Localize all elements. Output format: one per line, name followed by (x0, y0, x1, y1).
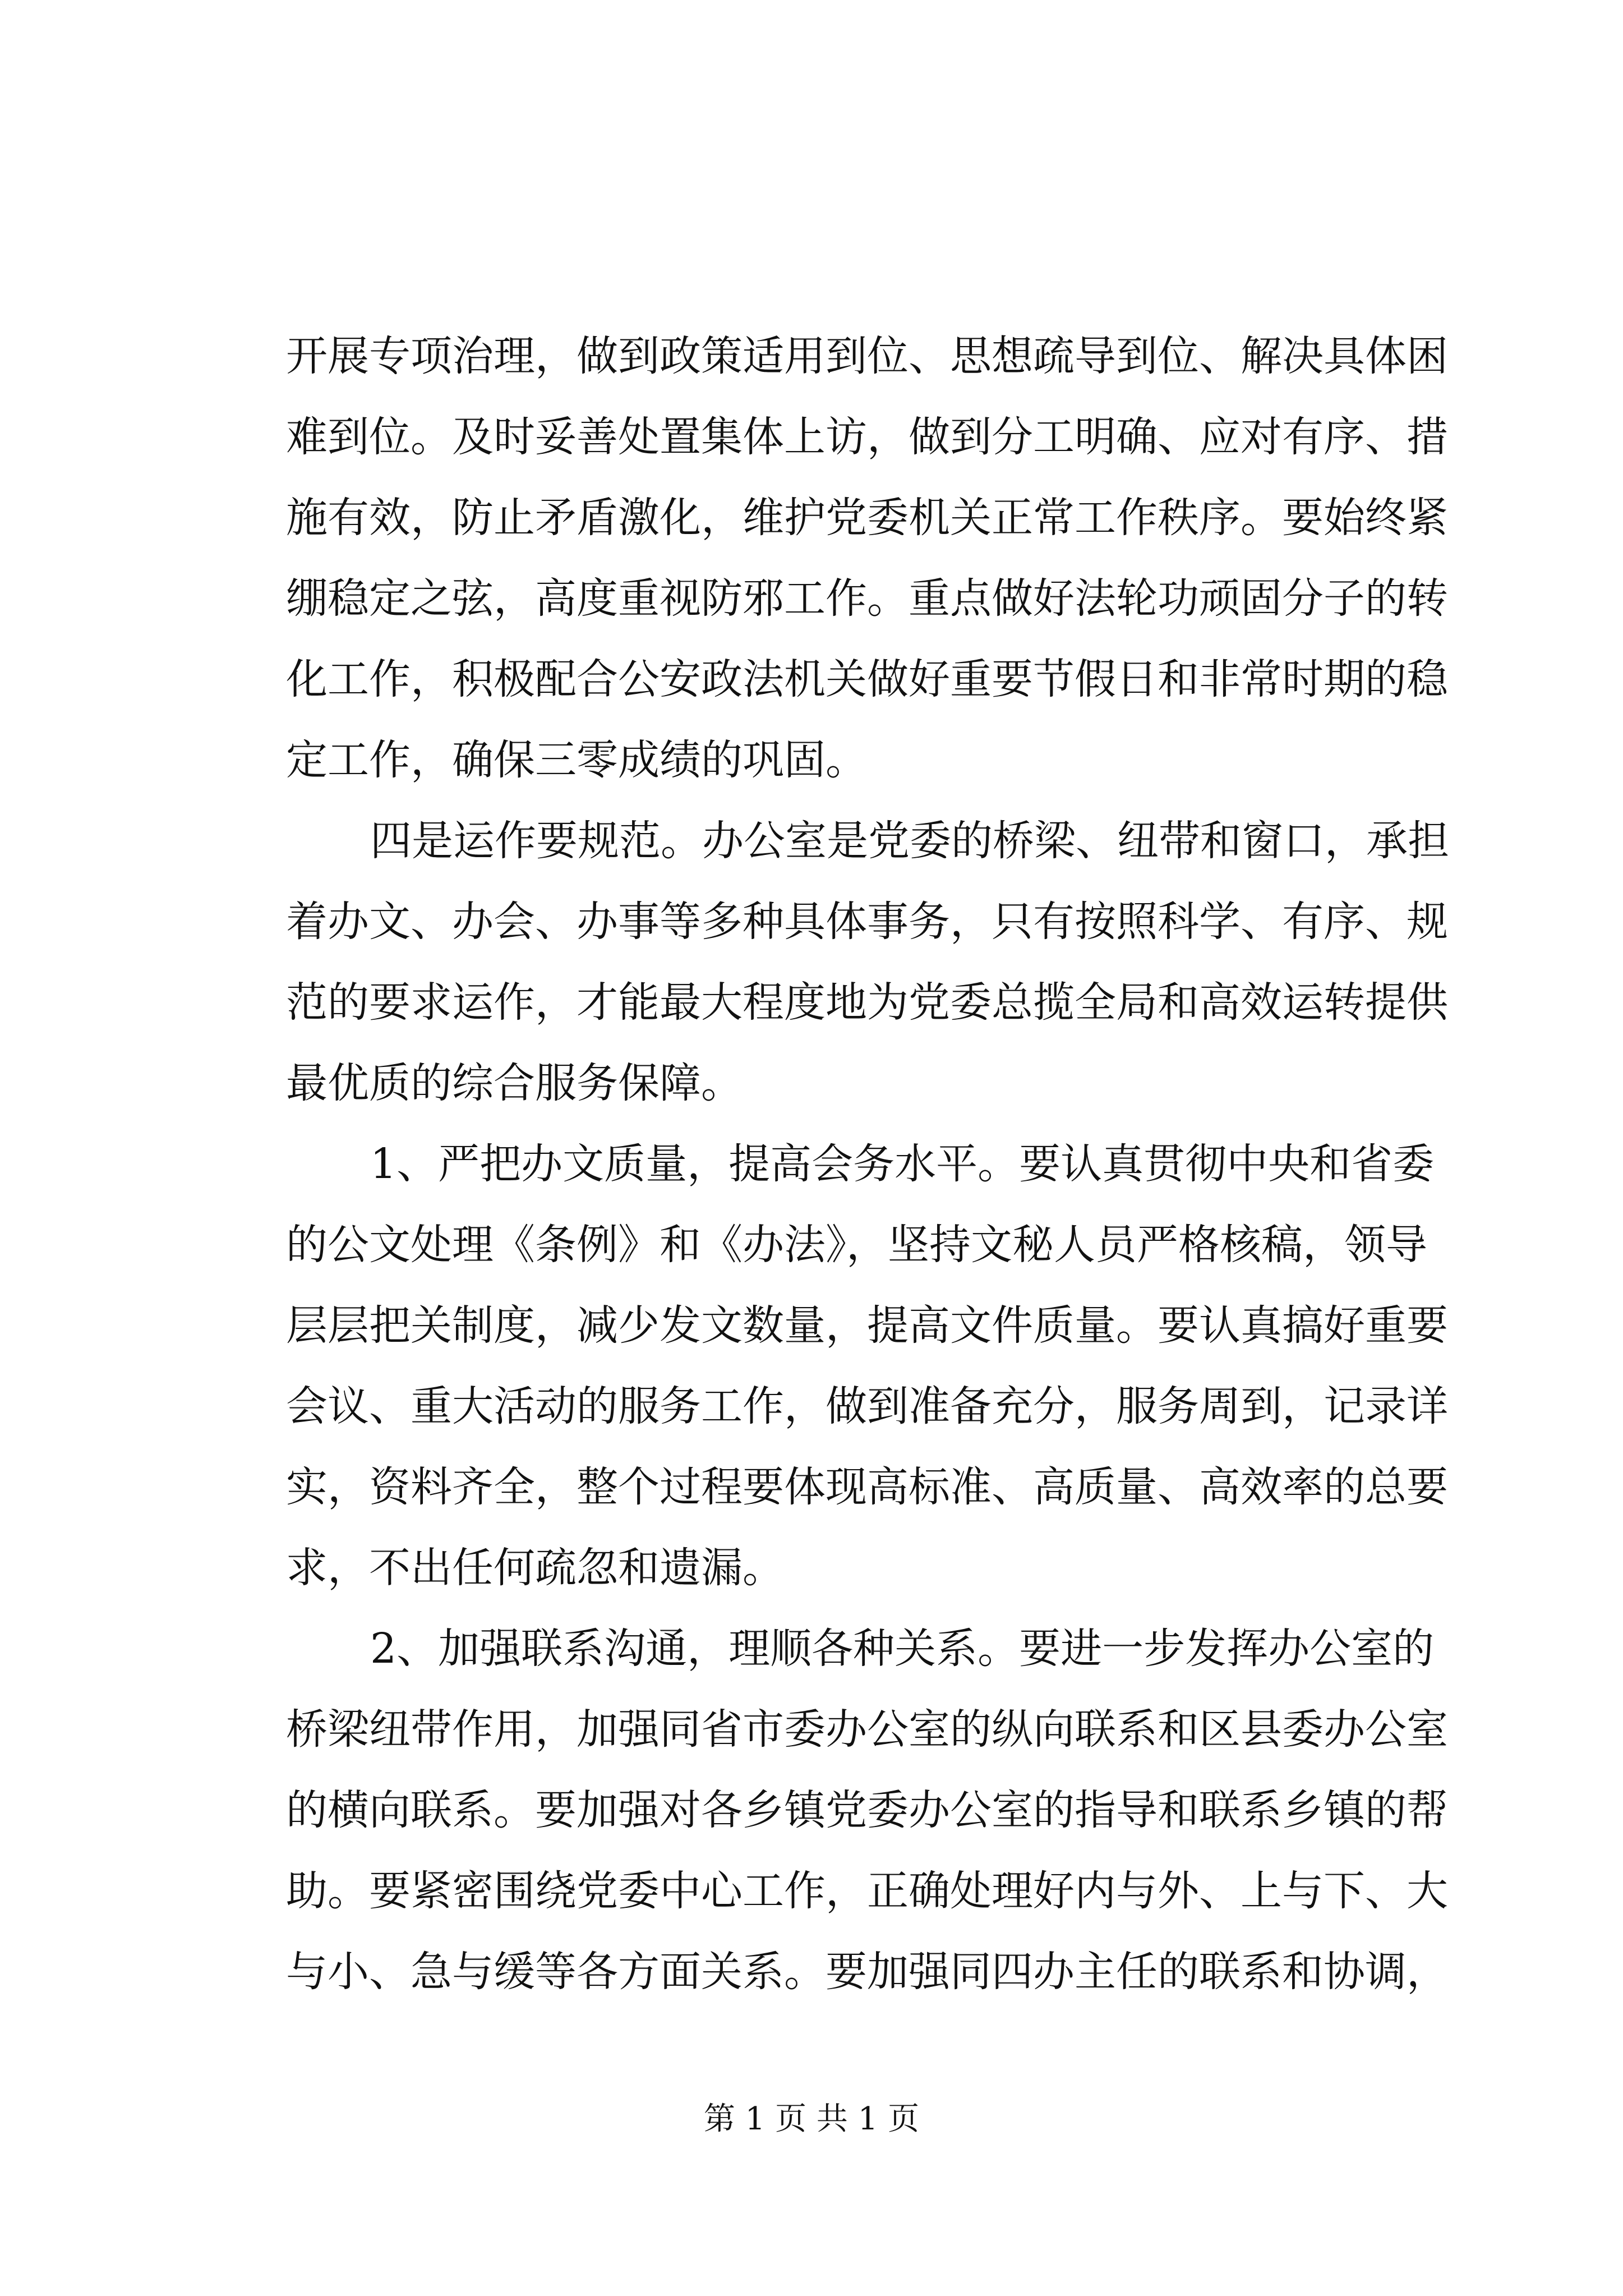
text-line: 定工作，确保三零成绩的巩固。 (286, 736, 867, 784)
text-line: 范的要求运作，才能最大程度地为党委总揽全局和高效运转提供 (286, 978, 1448, 1027)
text-line: 层层把关制度，减少发文数量，提高文件质量。要认真搞好重要 (286, 1301, 1448, 1350)
paragraph-first-line: 1、严把办文质量，提高会务水平。要认真贯彻中央和省委 (370, 1140, 1435, 1188)
text-line: 桥梁纽带作用，加强同省市委办公室的纵向联系和区县委办公室 (286, 1705, 1448, 1754)
text-line: 施有效，防止矛盾激化，维护党委机关正常工作秩序。要始终紧 (286, 494, 1448, 542)
text-line: 助。要紧密围绕党委中心工作，正确处理好内与外、上与下、大 (286, 1867, 1448, 1915)
text-line: 会议、重大活动的服务工作，做到准备充分，服务周到，记录详 (286, 1382, 1448, 1430)
text-line: 最优质的综合服务保障。 (286, 1059, 743, 1107)
text-line: 的横向联系。要加强对各乡镇党委办公室的指导和联系乡镇的帮 (286, 1786, 1448, 1834)
text-line: 绷稳定之弦，高度重视防邪工作。重点做好法轮功顽固分子的转 (286, 574, 1448, 623)
text-line: 的公文处理《条例》和《办法》，坚持文秘人员严格核稿，领导 (286, 1221, 1427, 1269)
text-line: 与小、急与缓等各方面关系。要加强同四办主任的联系和协调， (286, 1948, 1448, 1996)
paragraph-first-line: 四是运作要规范。办公室是党委的桥梁、纽带和窗口，承担 (370, 817, 1449, 865)
text-line: 难到位。及时妥善处置集体上访，做到分工明确、应对有序、措 (286, 413, 1448, 461)
paragraph-first-line: 2、加强联系沟通，理顺各种关系。要进一步发挥办公室的 (370, 1625, 1435, 1673)
page-number-footer: 第 1 页 共 1 页 (703, 2101, 920, 2137)
text-line: 开展专项治理，做到政策适用到位、思想疏导到位、解决具体困 (286, 332, 1448, 380)
text-line: 着办文、办会、办事等多种具体事务，只有按照科学、有序、规 (286, 898, 1448, 946)
text-line: 求，不出任何疏忽和遗漏。 (286, 1544, 784, 1592)
text-line: 实，资料齐全，整个过程要体现高标准、高质量、高效率的总要 (286, 1463, 1448, 1511)
text-line: 化工作，积极配合公安政法机关做好重要节假日和非常时期的稳 (286, 655, 1448, 703)
